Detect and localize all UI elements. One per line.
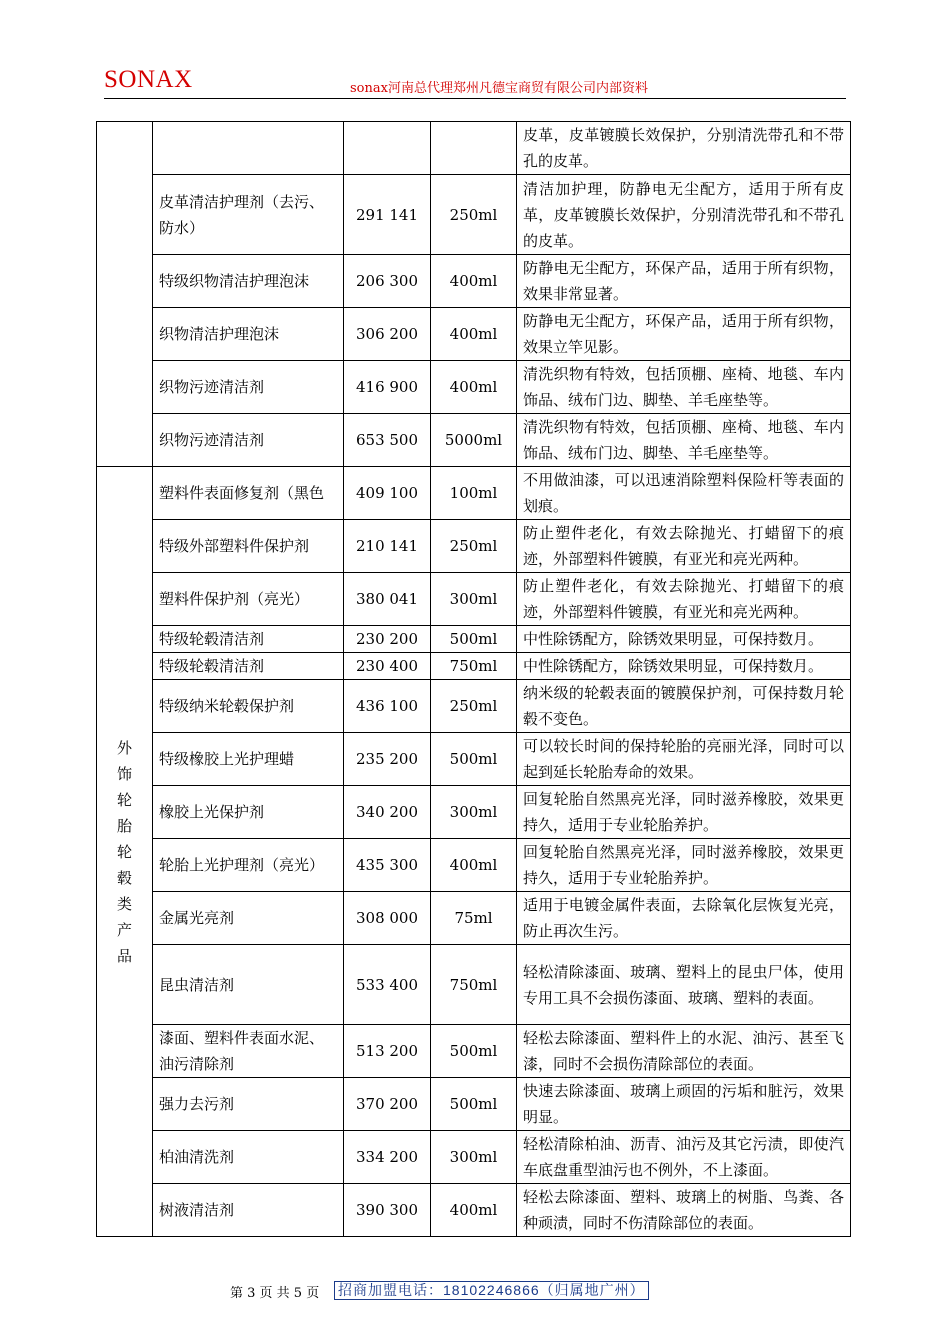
product-volume: 500ml [431, 733, 517, 786]
product-description: 防止塑件老化，有效去除抛光、打蜡留下的痕迹，外部塑料件镀膜，有亚光和亮光两种。 [517, 520, 851, 573]
category-label: 外饰轮胎轮毂类产品 [116, 738, 132, 965]
product-name: 塑料件表面修复剂（黑色 [153, 467, 344, 520]
product-name: 特级纳米轮毂保护剂 [153, 680, 344, 733]
table-row [97, 573, 851, 626]
table-row [97, 680, 851, 733]
product-volume: 250ml [431, 520, 517, 573]
product-description: 不用做油漆，可以迅速消除塑料保险杆等表面的划痕。 [517, 467, 851, 520]
product-code: 230 400 [344, 653, 431, 680]
product-code: 390 300 [344, 1184, 431, 1237]
product-code: 416 900 [344, 361, 431, 414]
product-description: 中性除锈配方，除锈效果明显，可保持数月。 [517, 626, 851, 653]
product-code: 380 041 [344, 573, 431, 626]
category-cell-continued [97, 122, 153, 467]
product-volume: 400ml [431, 361, 517, 414]
product-description: 防止塑件老化，有效去除抛光、打蜡留下的痕迹，外部塑料件镀膜，有亚光和亮光两种。 [517, 573, 851, 626]
product-code: 230 200 [344, 626, 431, 653]
product-description: 防静电无尘配方，环保产品，适用于所有织物，效果非常显著。 [517, 255, 851, 308]
product-description: 纳米级的轮毂表面的镀膜保护剂，可保持数月轮毂不变色。 [517, 680, 851, 733]
product-name: 特级轮毂清洁剂 [153, 653, 344, 680]
product-name: 织物污迹清洁剂 [153, 361, 344, 414]
product-name: 织物污迹清洁剂 [153, 414, 344, 467]
product-code: 210 141 [344, 520, 431, 573]
table-row [97, 361, 851, 414]
product-code: 206 300 [344, 255, 431, 308]
product-name: 织物清洁护理泡沫 [153, 308, 344, 361]
product-code: 533 400 [344, 945, 431, 1025]
product-description: 防静电无尘配方，环保产品，适用于所有织物，效果立竿见影。 [517, 308, 851, 361]
product-volume: 400ml [431, 255, 517, 308]
header-note: sonax河南总代理郑州凡德宝商贸有限公司内部资料 [350, 81, 648, 96]
product-volume: 400ml [431, 839, 517, 892]
product-code [344, 122, 431, 175]
product-name: 昆虫清洁剂 [153, 945, 344, 1025]
product-volume: 500ml [431, 626, 517, 653]
product-description: 轻松去除漆面、塑料、玻璃上的树脂、鸟粪、各种顽渍，同时不伤清除部位的表面。 [517, 1184, 851, 1237]
table-row [97, 122, 851, 175]
product-name: 特级织物清洁护理泡沫 [153, 255, 344, 308]
product-description: 中性除锈配方，除锈效果明显，可保持数月。 [517, 653, 851, 680]
product-volume: 300ml [431, 786, 517, 839]
table-row [97, 175, 851, 255]
product-code: 513 200 [344, 1025, 431, 1078]
product-volume [431, 122, 517, 175]
product-name: 金属光亮剂 [153, 892, 344, 945]
product-name: 特级橡胶上光护理蜡 [153, 733, 344, 786]
product-name: 漆面、塑料件表面水泥、油污清除剂 [153, 1025, 344, 1078]
table-row [97, 626, 851, 653]
product-code: 306 200 [344, 308, 431, 361]
product-description: 清洗织物有特效，包括顶棚、座椅、地毯、车内饰品、绒布门边、脚垫、羊毛座垫等。 [517, 361, 851, 414]
product-table [96, 121, 851, 1237]
product-code: 435 300 [344, 839, 431, 892]
table-row [97, 414, 851, 467]
table-row [97, 1078, 851, 1131]
product-name [153, 122, 344, 175]
product-code: 291 141 [344, 175, 431, 255]
product-name: 橡胶上光保护剂 [153, 786, 344, 839]
product-name: 树液清洁剂 [153, 1184, 344, 1237]
product-name: 轮胎上光护理剂（亮光） [153, 839, 344, 892]
product-code: 340 200 [344, 786, 431, 839]
product-volume: 75ml [431, 892, 517, 945]
table-row [97, 308, 851, 361]
product-name: 特级轮毂清洁剂 [153, 626, 344, 653]
product-name: 塑料件保护剂（亮光） [153, 573, 344, 626]
table-row [97, 255, 851, 308]
sonax-logo: SONAX [104, 66, 193, 93]
product-name: 柏油清洗剂 [153, 1131, 344, 1184]
category-cell [97, 467, 153, 1237]
table-row [97, 786, 851, 839]
product-name: 强力去污剂 [153, 1078, 344, 1131]
table-row [97, 653, 851, 680]
table-row [97, 1184, 851, 1237]
product-description: 适用于电镀金属件表面，去除氧化层恢复光亮，防止再次生污。 [517, 892, 851, 945]
table-row [97, 1025, 851, 1078]
product-volume: 500ml [431, 1078, 517, 1131]
product-volume: 100ml [431, 467, 517, 520]
product-description: 回复轮胎自然黑亮光泽，同时滋养橡胶，效果更持久，适用于专业轮胎养护。 [517, 786, 851, 839]
page-number: 第 3 页 共 5 页 [230, 1286, 320, 1301]
product-code: 370 200 [344, 1078, 431, 1131]
product-code: 235 200 [344, 733, 431, 786]
product-code: 409 100 [344, 467, 431, 520]
table-row [97, 945, 851, 1025]
product-description: 轻松清除漆面、玻璃、塑料上的昆虫尸体，使用专用工具不会损伤漆面、玻璃、塑料的表面。 [517, 945, 851, 1025]
product-description: 轻松清除柏油、沥青、油污及其它污渍，即使汽车底盘重型油污也不例外，不上漆面。 [517, 1131, 851, 1184]
product-volume: 5000ml [431, 414, 517, 467]
product-code: 308 000 [344, 892, 431, 945]
product-volume: 400ml [431, 1184, 517, 1237]
table-row [97, 520, 851, 573]
product-name: 皮革清洁护理剂（去污、防水） [153, 175, 344, 255]
product-volume: 300ml [431, 573, 517, 626]
product-description: 清洗织物有特效，包括顶棚、座椅、地毯、车内饰品、绒布门边、脚垫、羊毛座垫等。 [517, 414, 851, 467]
product-description: 轻松去除漆面、塑料件上的水泥、油污、甚至飞漆，同时不会损伤清除部位的表面。 [517, 1025, 851, 1078]
product-volume: 250ml [431, 680, 517, 733]
product-description: 回复轮胎自然黑亮光泽，同时滋养橡胶，效果更持久，适用于专业轮胎养护。 [517, 839, 851, 892]
product-volume: 750ml [431, 945, 517, 1025]
product-code: 334 200 [344, 1131, 431, 1184]
table-row [97, 1131, 851, 1184]
table-row [97, 839, 851, 892]
page-footer [0, 1281, 950, 1301]
product-description: 皮革，皮革镀膜长效保护，分别清洗带孔和不带孔的皮革。 [517, 122, 851, 175]
product-name: 特级外部塑料件保护剂 [153, 520, 344, 573]
page-header [104, 66, 846, 99]
product-volume: 250ml [431, 175, 517, 255]
product-description: 清洁加护理，防静电无尘配方，适用于所有皮革，皮革镀膜长效保护，分别清洗带孔和不带孔的皮革。 [517, 175, 851, 255]
product-volume: 400ml [431, 308, 517, 361]
table-row [97, 733, 851, 786]
product-volume: 500ml [431, 1025, 517, 1078]
product-code: 436 100 [344, 680, 431, 733]
table-row [97, 467, 851, 520]
product-volume: 300ml [431, 1131, 517, 1184]
hotline-banner: 招商加盟电话：18102246866（归属地广州） [334, 1281, 649, 1300]
product-description: 可以较长时间的保持轮胎的亮丽光泽，同时可以起到延长轮胎寿命的效果。 [517, 733, 851, 786]
product-code: 653 500 [344, 414, 431, 467]
product-description: 快速去除漆面、玻璃上顽固的污垢和脏污，效果明显。 [517, 1078, 851, 1131]
table-row [97, 892, 851, 945]
product-volume: 750ml [431, 653, 517, 680]
